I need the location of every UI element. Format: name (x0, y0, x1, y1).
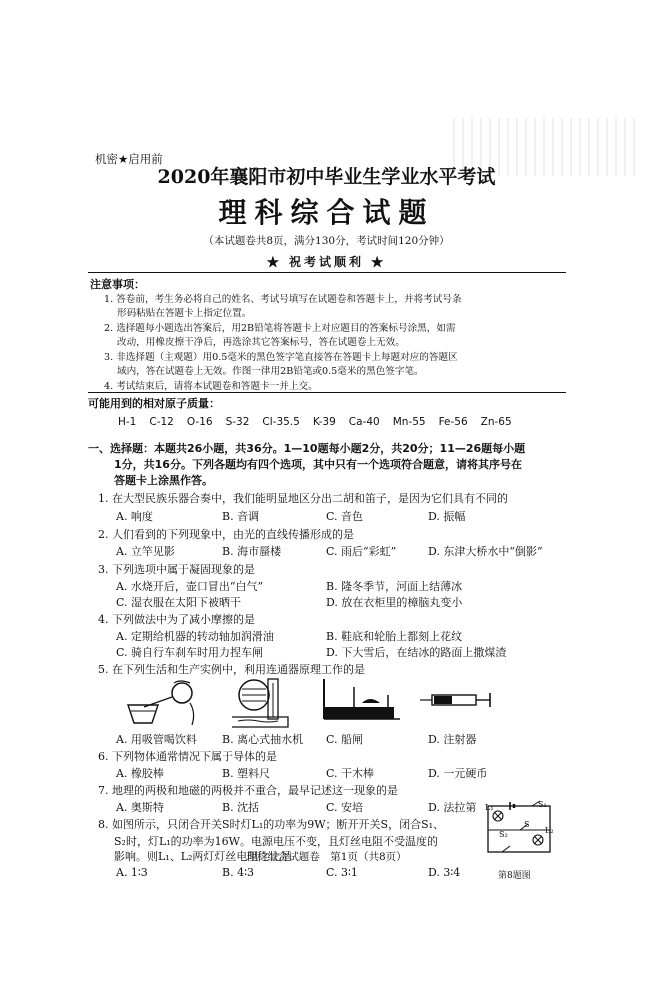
section-heading: 答题卡上涂黑作答。 (114, 474, 213, 487)
secret-label: 机密★启用前 (95, 152, 163, 166)
option: B. 沈括 (222, 801, 260, 814)
divider-top (88, 272, 566, 273)
option: A. 立竿见影 (116, 545, 175, 558)
option: D. 3∶4 (428, 866, 461, 879)
atomic-mass-item: Fe-56 (438, 416, 468, 428)
question-stem: 3. 下列选项中属于凝固现象的是 (98, 563, 255, 576)
atomic-mass-item: Cl-35.5 (262, 416, 300, 428)
option: C. 船闸 (326, 733, 364, 746)
label-s2: S₂ (499, 830, 508, 839)
option: A. 响度 (116, 510, 153, 523)
option: B. 离心式抽水机 (222, 733, 304, 746)
exam-subtitle: 理科综合试题 (218, 196, 435, 229)
option: A. 定期给机器的转动轴加润滑油 (116, 630, 274, 643)
option: B. 塑料尺 (222, 767, 271, 780)
instruction-line: 域内，答在试题卷上无效。作图一律用2B铅笔或0.5毫米的黑色签字笔。 (117, 366, 424, 377)
exam-note: （本试题卷共8页，满分130分，考试时间120分钟） (203, 235, 450, 247)
option: C. 3∶1 (326, 866, 358, 879)
option: D. 放在衣柜里的樟脑丸变小 (326, 596, 463, 609)
question-stem: 6. 下列物体通常情况下属于导体的是 (98, 750, 277, 763)
blessing-banner: ★ 祝考试顺利 ★ (266, 255, 387, 269)
question-stem: 影响。则L₁、L₂两灯灯丝电阻之比是 (114, 850, 292, 863)
atomic-mass-item: H-1 (118, 416, 137, 428)
atomic-mass-item: O-16 (186, 416, 213, 428)
option: A. 橡胶棒 (116, 767, 164, 780)
exam-title: 2020年襄阳市初中毕业生学业水平考试 (157, 166, 496, 188)
label-s: S (524, 820, 530, 829)
section-heading: 一、选择题：本题共26小题，共36分。1—10题每小题2分，共20分；11—26题每小题 (88, 442, 526, 455)
option: B. 海市蜃楼 (222, 545, 282, 558)
option: D. 下大雪后，在结冰的路面上撒煤渣 (326, 646, 507, 659)
option: A. 奥斯特 (116, 801, 164, 814)
instruction-line: 2. 选择题每小题选出答案后，用2B铅笔将答题卡上对应题目的答案标号涂黑，如需 (104, 323, 456, 334)
option: C. 安培 (326, 801, 364, 814)
option: B. 音调 (222, 510, 260, 523)
question-stem: 1. 在大型民族乐器合奏中，我们能明显地区分出二胡和笛子，是因为它们具有不同的 (98, 492, 508, 505)
option: B. 4∶3 (222, 866, 254, 879)
atomic-mass-item: Mn-55 (392, 416, 426, 428)
figure-caption: 第8题图 (498, 871, 531, 881)
instruction-line: 4. 考试结束后，请将本试题卷和答题卡一并上交。 (104, 381, 318, 392)
option: C. 音色 (326, 510, 364, 523)
option: C. 骑自行车刹车时用力捏车闸 (116, 646, 264, 659)
option: C. 湿衣服在太阳下被晒干 (116, 596, 242, 609)
label-l1: L₁ (485, 803, 494, 812)
atomic-mass-item: Zn-65 (480, 416, 512, 428)
centrifugal-pump-figure (228, 673, 298, 729)
option: D. 法拉第 (428, 801, 477, 814)
option: B. 鞋底和轮胎上都刻上花纹 (326, 630, 463, 643)
instruction-line: 1. 答卷前，考生务必将自己的姓名、考试号填写在试题卷和答题卡上，并将考试号条 (104, 294, 462, 305)
question-stem: 4. 下列做法中为了减小摩擦的是 (98, 613, 255, 626)
atomic-mass-item: C-12 (149, 416, 174, 428)
question-stem: 7. 地理的两极和地磁的两极并不重合，最早记述这一现象的是 (98, 784, 398, 797)
question-stem: 8. 如图所示，只闭合开关S时灯L₁的功率为9W；断开开关S，闭合S₁、 (98, 818, 445, 831)
ship-lock-figure (318, 675, 406, 727)
label-s1: S₁ (538, 800, 547, 809)
question-stem: S₂时，灯L₁的功率为16W。电源电压不变，且灯丝电阻不受温度的 (114, 835, 438, 848)
option: A. 水烧开后，壶口冒出“白气” (116, 580, 264, 593)
instruction-line: 改动，用橡皮擦干净后，再选涂其它答案标号，答在试题卷上无效。 (117, 337, 405, 348)
question-stem: 5. 在下列生活和生产实例中，利用连通器原理工作的是 (98, 663, 365, 676)
option: B. 隆冬季节，河面上结薄冰 (326, 580, 463, 593)
atomic-mass-item: Ca-40 (348, 416, 380, 428)
label-l2: L₂ (545, 826, 554, 835)
instruction-line: 3. 非选择题（主观题）用0.5毫米的黑色签字笔直接答在答题卡上每题对应的答题区 (104, 352, 458, 363)
atomic-mass-list (118, 416, 512, 428)
option: C. 干木棒 (326, 767, 375, 780)
page-footer: 理科综合试题卷 第1页（共8页） (246, 851, 407, 863)
question-stem: 2. 人们看到的下列现象中，由光的直线传播形成的是 (98, 528, 354, 541)
atomic-mass-item: K-39 (312, 416, 336, 428)
option: D. 一元硬币 (428, 767, 488, 780)
atomic-mass-title: 可能用到的相对原子质量： (88, 397, 220, 410)
option: D. 振幅 (428, 510, 466, 523)
section-heading: 1分，共16分。下列各题均有四个选项，其中只有一个选项符合题意，请将其序号在 (114, 458, 522, 471)
instruction-line: 形码粘贴在答题卡上指定位置。 (117, 308, 252, 319)
syringe-figure (418, 685, 498, 715)
option: C. 雨后“彩虹” (326, 545, 397, 558)
option: D. 注射器 (428, 733, 477, 746)
drinking-straw-figure (118, 677, 198, 727)
option: A. 1∶3 (116, 866, 148, 879)
divider-bottom (88, 392, 566, 393)
option: A. 用吸管喝饮料 (116, 733, 197, 746)
option: D. 东津大桥水中“倒影” (428, 545, 543, 558)
instructions-title: 注意事项： (90, 278, 145, 291)
atomic-mass-item: S-32 (225, 416, 250, 428)
